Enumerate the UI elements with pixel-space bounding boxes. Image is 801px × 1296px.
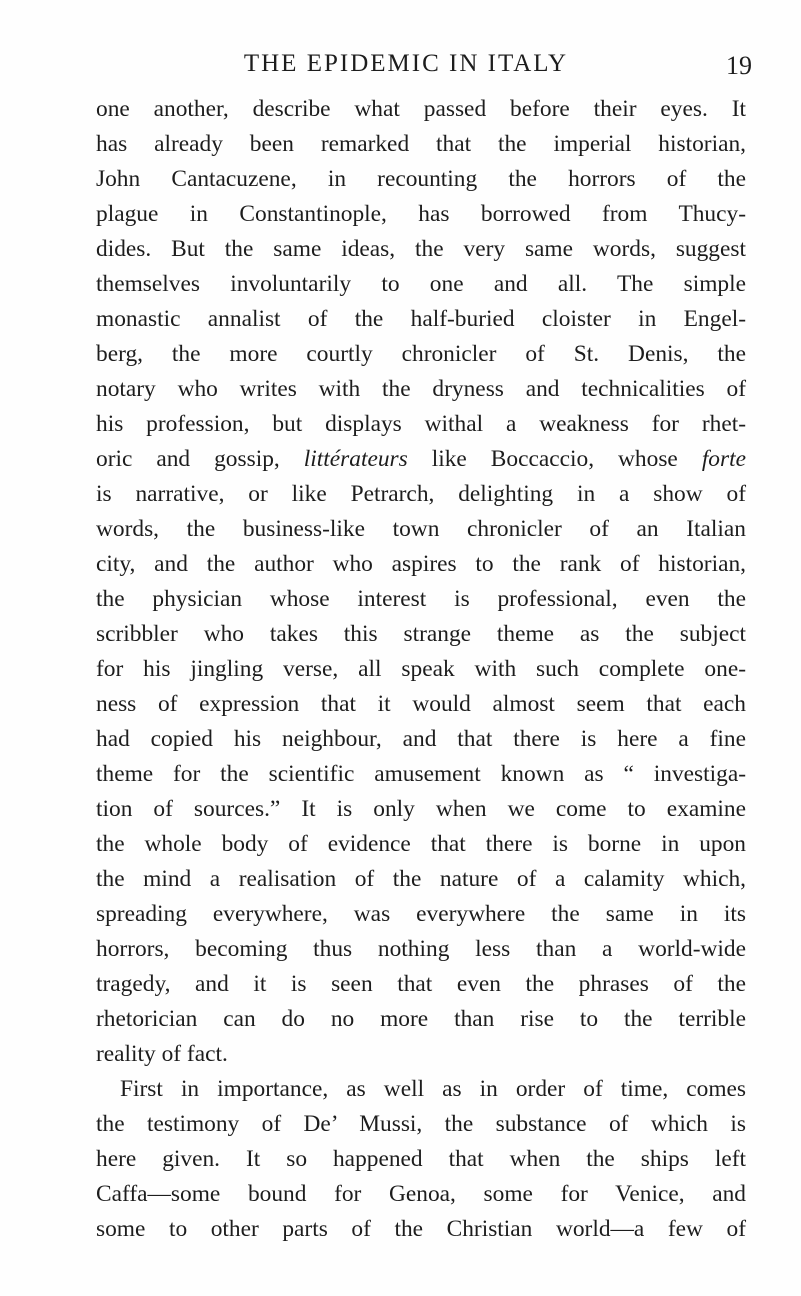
text-line: some to other parts of the Christian world—a few of [96, 1216, 746, 1242]
text-line: the whole body of evidence that there is borne in upon [96, 831, 746, 857]
paragraph-start-line: First in importance, as well as in order of time, comes [120, 1076, 746, 1102]
body-text [96, 92, 746, 1247]
text-line: for his jingling verse, all speak with such complete one- [96, 656, 746, 682]
text-line-with-italics [96, 442, 746, 477]
text-line: monastic annalist of the half-buried cloister in Engel- [96, 306, 746, 332]
text-line: notary who writes with the dryness and technicalities of [96, 376, 746, 402]
text-line: themselves involuntarily to one and all. The simple [96, 271, 746, 297]
text-line: words, the business-like town chronicler of an Italian [96, 516, 746, 542]
italic-word-forte: forte [701, 446, 746, 472]
text-line: John Cantacuzene, in recounting the horrors of the [96, 166, 746, 192]
text-line: his profession, but displays withal a weakness for rhet- [96, 411, 746, 437]
italic-word-litterateurs: littérateurs [303, 446, 408, 472]
text-line: one another, describe what passed before their eyes. It [96, 96, 746, 122]
text-line: the physician whose interest is professional, even the [96, 586, 746, 612]
text-line: dides. But the same ideas, the very same words, suggest [96, 236, 746, 262]
running-head [70, 48, 752, 82]
text-line: rhetorician can do no more than rise to the terrible [96, 1006, 746, 1032]
text-line: spreading everywhere, was everywhere the same in its [96, 901, 746, 927]
text-line: here given. It so happened that when the ships left [96, 1146, 746, 1172]
text-line: plague in Constantinople, has borrowed from Thucy- [96, 201, 746, 227]
text-line: theme for the scientific amusement known as “ investiga- [96, 761, 746, 787]
text-line: had copied his neighbour, and that there is here a fine [96, 726, 746, 752]
text-line: tragedy, and it is seen that even the phrases of the [96, 971, 746, 997]
text-line: is narrative, or like Petrarch, delighting in a show of [96, 481, 746, 507]
text-line: ness of expression that it would almost seem that each [96, 691, 746, 717]
page-number: 19 [726, 51, 752, 80]
text-line: city, and the author who aspires to the rank of historian, [96, 551, 746, 577]
text-line: berg, the more courtly chronicler of St. Denis, the [96, 341, 746, 367]
text-segment: like Boccaccio, whose [431, 446, 678, 472]
paragraph-end-line: reality of fact. [96, 1041, 228, 1067]
text-line: Caffa—some bound for Genoa, some for Venice, and [96, 1181, 746, 1207]
running-title: THE EPIDEMIC IN ITALY [243, 50, 569, 77]
text-line: the mind a realisation of the nature of a calamity which, [96, 866, 746, 892]
text-line: has already been remarked that the imperial historian, [96, 131, 746, 157]
text-line: horrors, becoming thus nothing less than a world-wide [96, 936, 746, 962]
text-line: the testimony of De’ Mussi, the substance of which is [96, 1111, 746, 1137]
text-segment: oric and gossip, [96, 446, 280, 472]
text-line: scribbler who takes this strange theme as the subject [96, 621, 746, 647]
text-line: tion of sources.” It is only when we come to examine [96, 796, 746, 822]
